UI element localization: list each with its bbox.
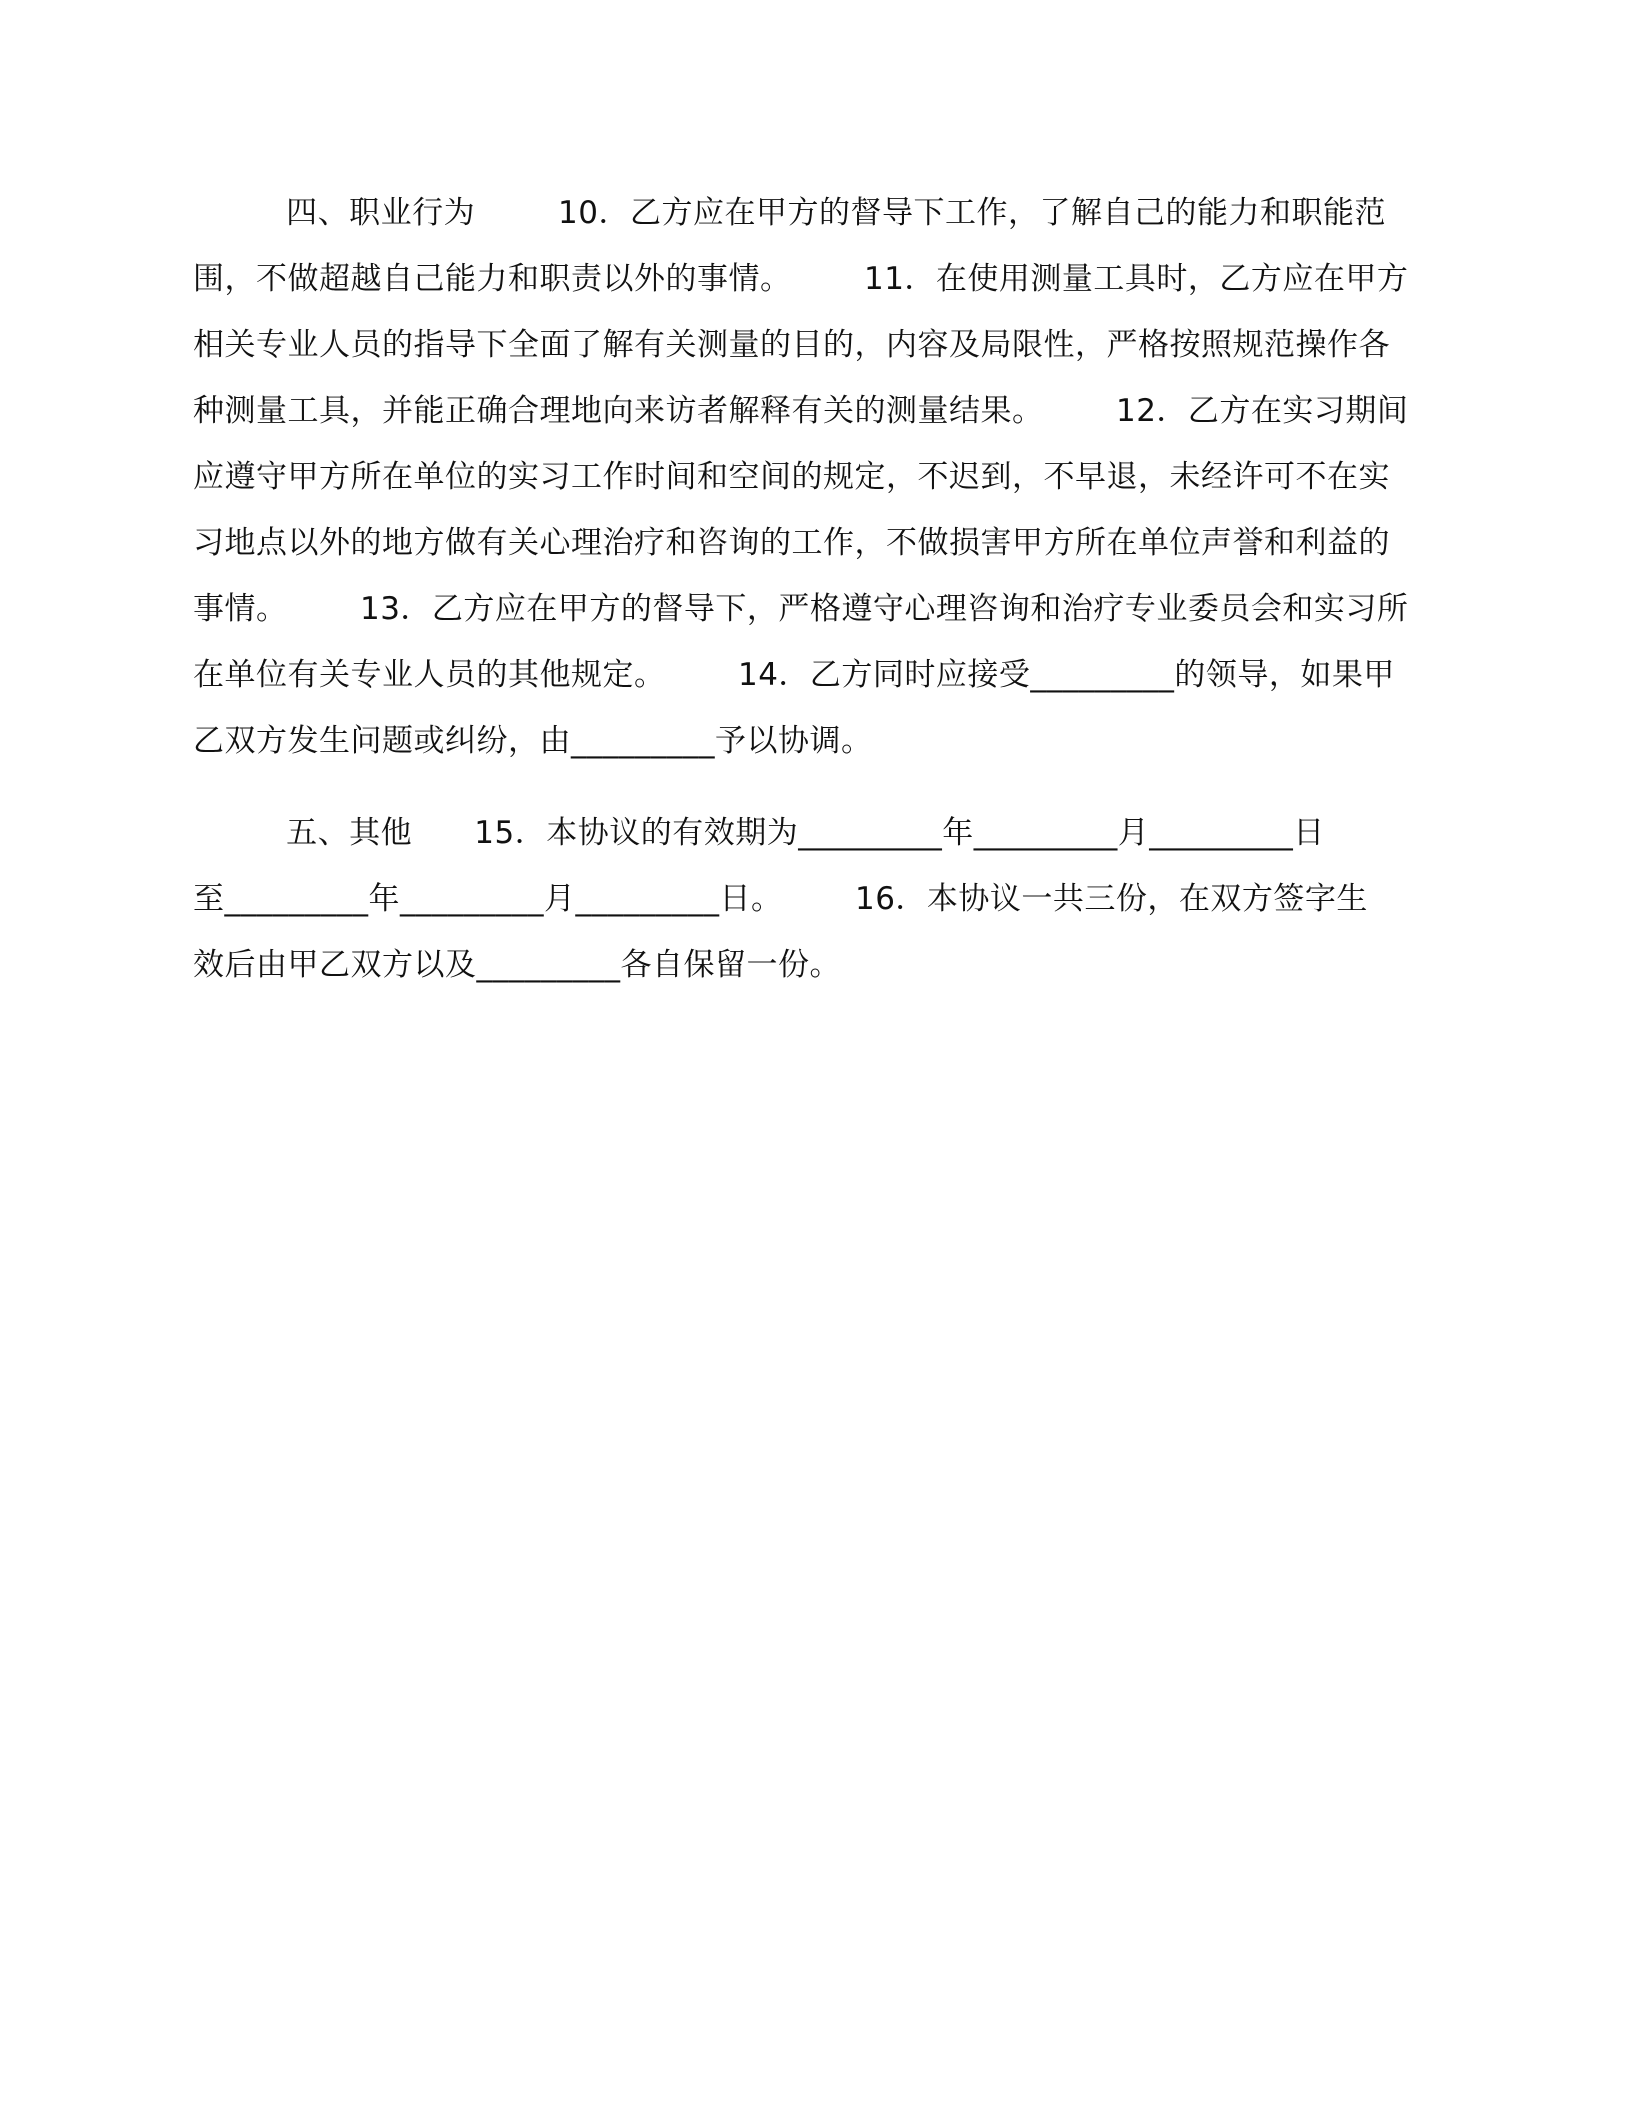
section-4-line-7: 事情。 13．乙方应在甲方的督导下，严格遵守心理咨询和治疗专业委员会和实习所: [193, 591, 1409, 627]
section-5-line-3: 效后由甲乙双方以及_________各自保留一份。: [193, 947, 841, 983]
section-4-line-9: 乙双方发生问题或纠纷，由_________予以协调。: [193, 723, 873, 759]
section-4-line-3: 相关专业人员的指导下全面了解有关测量的目的，内容及局限性，严格按照规范操作各: [193, 327, 1390, 363]
section-5-line-2: 至_________年_________月_________日。 16．本协议一共三份，在双方签字生: [193, 881, 1368, 917]
section-4-line-2: 围，不做超越自己能力和职责以外的事情。 11．在使用测量工具时，乙方应在甲方: [193, 261, 1409, 297]
section-4-line-6: 习地点以外的地方做有关心理治疗和咨询的工作，不做损害甲方所在单位声誉和利益的: [193, 525, 1390, 561]
section-5-line-1: 五、其他 15．本协议的有效期为_________年_________月_________日: [193, 815, 1325, 851]
section-4-line-4: 种测量工具，并能正确合理地向来访者解释有关的测量结果。 12．乙方在实习期间: [193, 393, 1409, 429]
section-4-line-5: 应遵守甲方所在单位的实习工作时间和空间的规定，不迟到，不早退，未经许可不在实: [193, 459, 1390, 495]
section-4-line-8: 在单位有关专业人员的其他规定。 14．乙方同时应接受_________的领导，如果甲: [193, 657, 1395, 693]
section-4-line-1: 四、职业行为 10．乙方应在甲方的督导下工作，了解自己的能力和职能范: [193, 195, 1386, 231]
